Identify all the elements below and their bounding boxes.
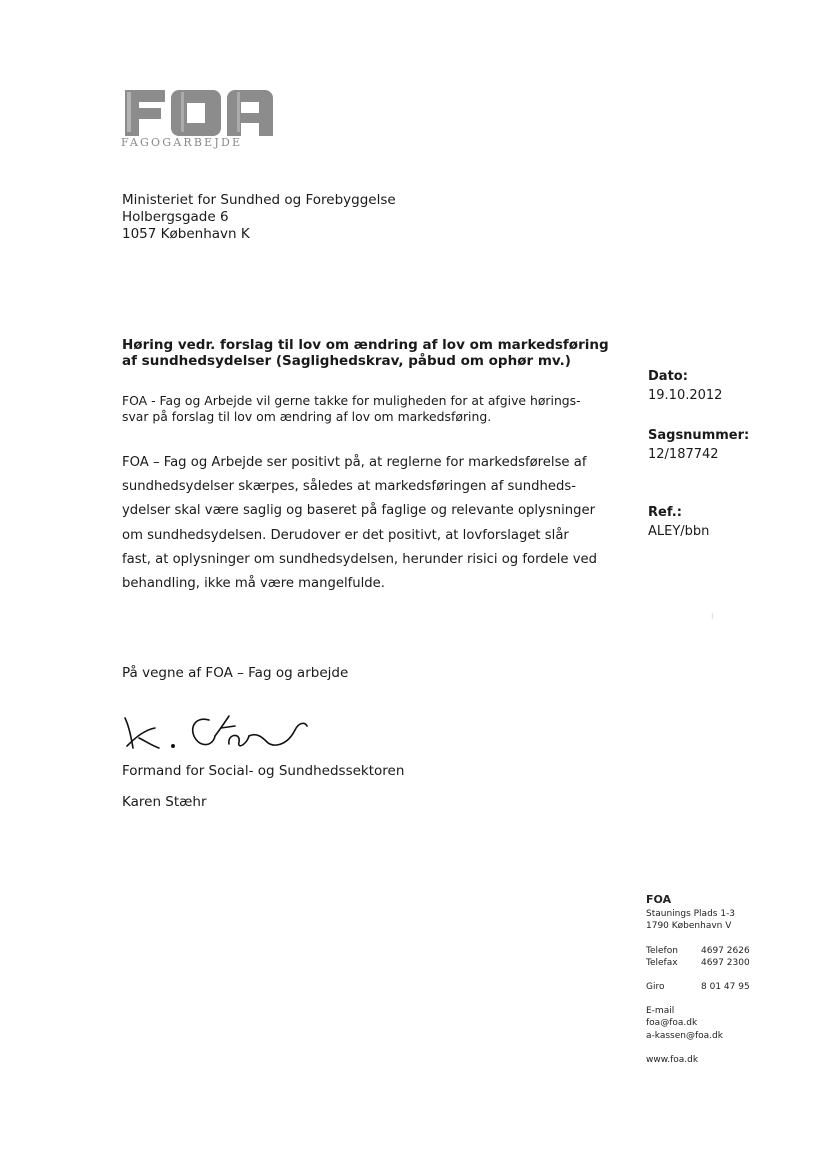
date-value: 19.10.2012 [648, 388, 723, 403]
paragraph-line: om sundhedsydelsen. Derudover er det positivt, at lovforslaget slår [122, 527, 569, 543]
email-link[interactable]: foa@foa.dk [646, 1018, 698, 1029]
email-link[interactable]: a-kassen@foa.dk [646, 1030, 723, 1041]
footer-org: FOA [646, 893, 672, 906]
footer-giro-row [646, 981, 750, 993]
subject-line: af sundhedsydelser (Saglighedskrav, påbud om ophør mv.) [122, 353, 571, 369]
phone-value: 4697 2626 [701, 945, 750, 956]
footer-street: Staunings Plads 1-3 [646, 909, 736, 920]
signatory-name: Karen Stæhr [122, 794, 207, 810]
scan-speck: ⁝ [711, 612, 714, 621]
paragraph-line: FOA - Fag og Arbejde vil gerne takke for muligheden for at afgive hørings- [122, 393, 581, 408]
phone-label: Telefon [646, 945, 678, 956]
paragraph-line: svar på forslag til lov om ændring af lov om markedsføring. [122, 409, 492, 424]
paragraph-body [122, 451, 602, 596]
sender-footer [646, 894, 750, 1066]
paragraph-line: sundhedsydelser skærpes, således at markedsføringen af sundheds- [122, 479, 576, 495]
recipient-address [122, 192, 396, 243]
recipient-line: Holbergsgade 6 [122, 209, 229, 225]
recipient-line: 1057 København K [122, 226, 250, 242]
reference-label: Ref.: [648, 505, 682, 520]
case-number-label: Sagsnummer: [648, 428, 750, 443]
email-label: E-mail [646, 1006, 675, 1017]
paragraph-line: ydelser skal være saglig og baseret på faglige og relevante oplysninger [122, 503, 596, 519]
giro-value: 8 01 47 95 [701, 982, 750, 993]
closing-line: På vegne af FOA – Fag og arbejde [122, 665, 349, 681]
subject-line: Høring vedr. forslag til lov om ændring af lov om markedsføring [122, 337, 609, 353]
paragraph-intro [122, 393, 602, 425]
paragraph-line: behandling, ikke må være mangelfulde. [122, 576, 385, 592]
footer-fax-row [646, 957, 750, 969]
signatory-role: Formand for Social- og Sundhedssektoren [122, 763, 405, 779]
paragraph-line: FOA – Fag og Arbejde ser positivt på, at reglerne for markedsførelse af [122, 455, 587, 470]
footer-phone-row [646, 945, 750, 957]
case-number-value: 12/187742 [648, 447, 719, 462]
fax-value: 4697 2300 [701, 957, 750, 968]
website-link[interactable]: www.foa.dk [646, 1054, 699, 1065]
footer-city: 1790 København V [646, 921, 732, 932]
letter-subject [122, 337, 622, 369]
paragraph-line: fast, at oplysninger om sundhedsydelsen, herunder risici og fordele ved [122, 551, 598, 567]
handwritten-signature [117, 706, 313, 754]
date-label: Dato: [648, 369, 688, 384]
recipient-line: Ministeriet for Sundhed og Forebyggelse [122, 192, 396, 208]
giro-label: Giro [646, 982, 665, 993]
fax-label: Telefax [646, 957, 678, 968]
reference-value: ALEY/bbn [648, 524, 710, 539]
logo-tagline: FAGOGARBEJDE [121, 136, 243, 149]
